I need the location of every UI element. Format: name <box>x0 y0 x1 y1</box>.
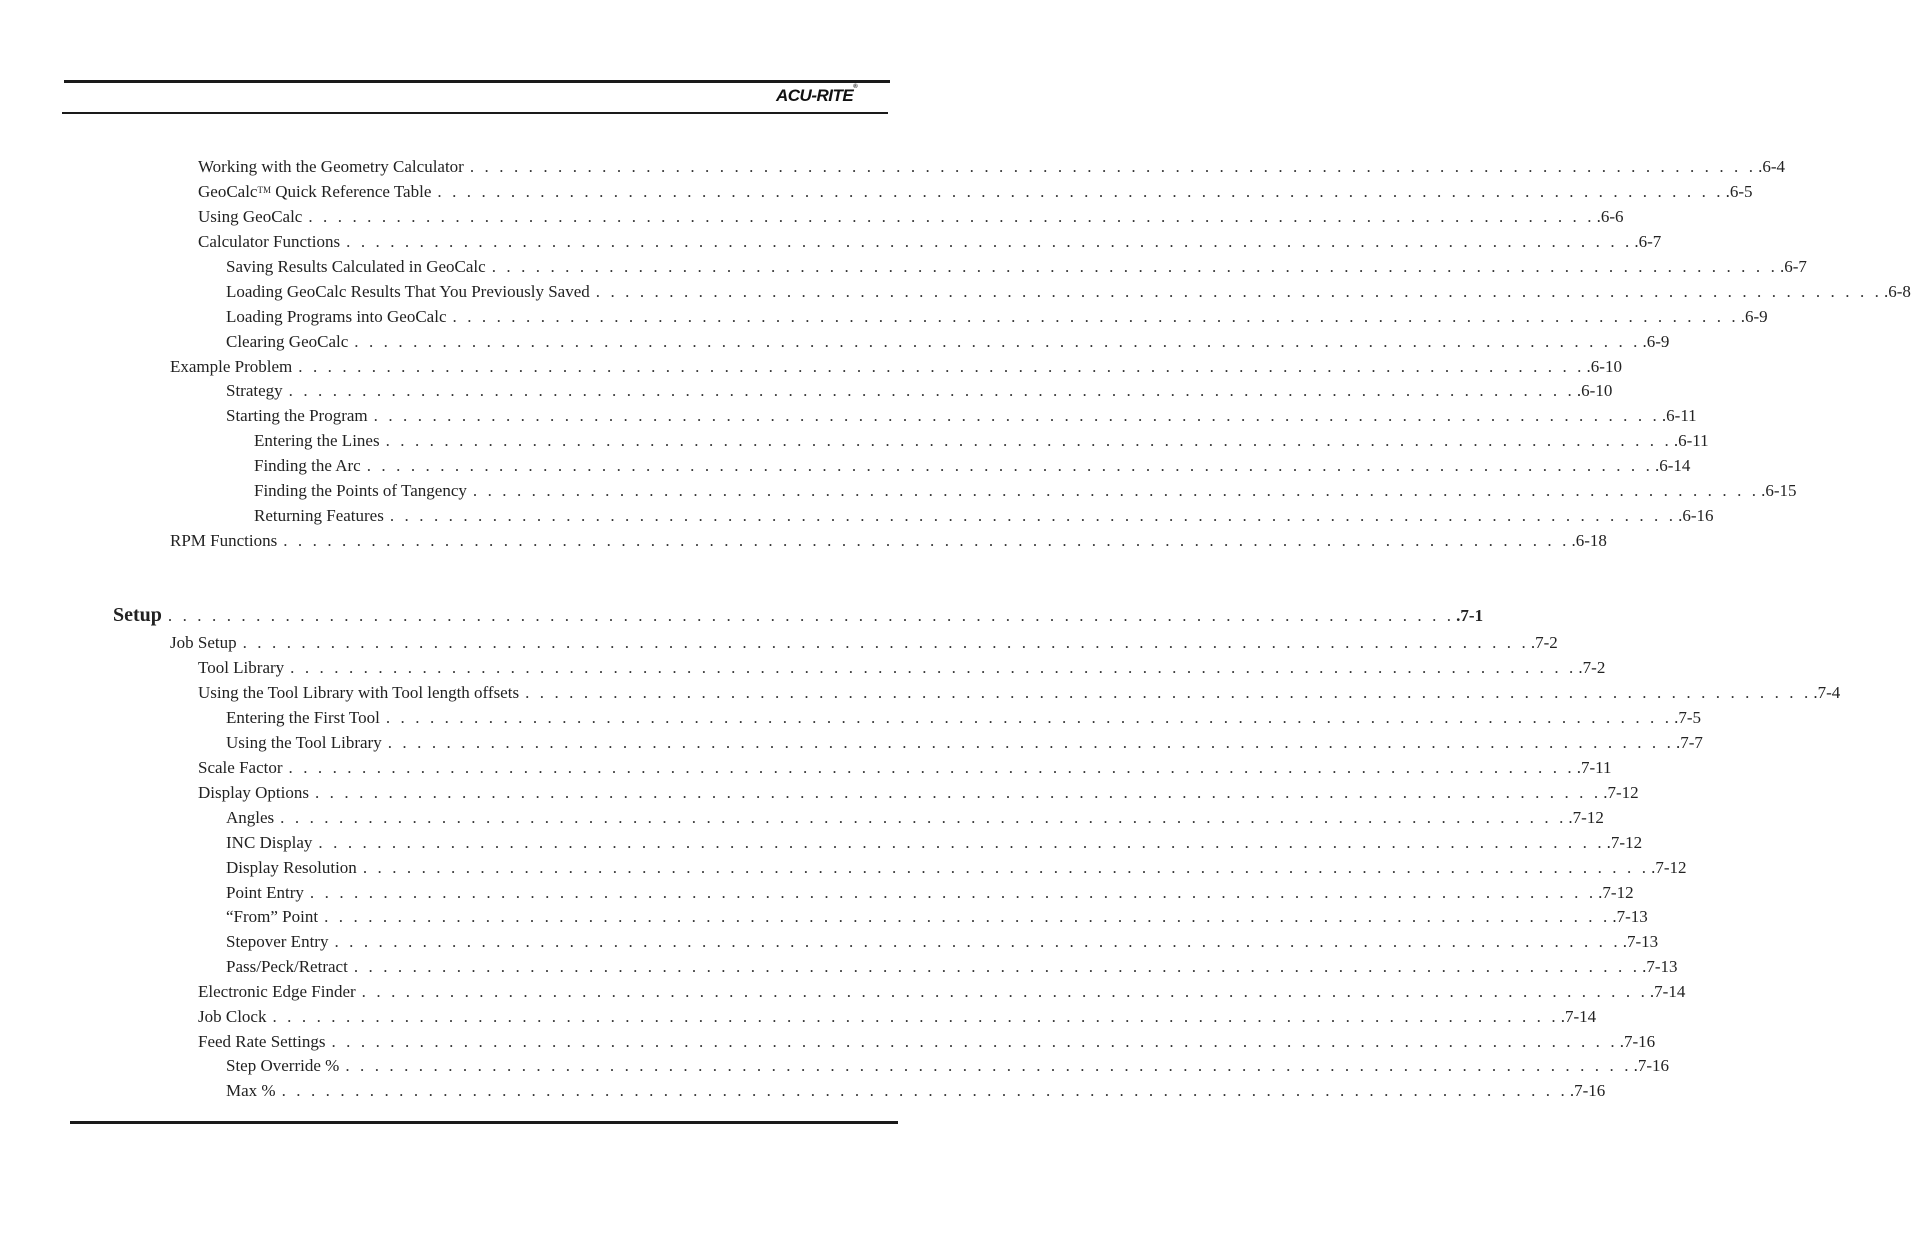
toc-entry-page: .6-16 <box>1678 506 1714 525</box>
toc-entry-title-text: Display Resolution <box>226 858 357 877</box>
dot-leader: . . . . . . . . . . . . . . . . . . . . . . . . . . . . . . . . . . . . . . . . . . . . . . . . . . . . . . . . . . . . . . . . . . . . . . . . . . . . . . . . . . . . . . . . <box>298 357 1585 376</box>
header-rule-thick <box>64 80 890 83</box>
toc-entry-title-text: Loading Programs into GeoCalc <box>226 307 447 326</box>
dot-leader: . . . . . . . . . . . . . . . . . . . . . . . . . . . . . . . . . . . . . . . . . . . . . . . . . . . . . . . . . . . . . . . . . . . . . . . . . . . . . . . . . . . . . . . . <box>324 907 1611 926</box>
toc-entry-title-text: Display Options <box>198 783 309 802</box>
dot-leader: . . . . . . . . . . . . . . . . . . . . . . . . . . . . . . . . . . . . . . . . . . . . . . . . . . . . . . . . . . . . . . . . . . . . . . . . . . . . . . . . . . . . . . . . <box>290 658 1577 677</box>
toc-entry[interactable] <box>198 1032 1656 1052</box>
dot-leader: . . . . . . . . . . . . . . . . . . . . . . . . . . . . . . . . . . . . . . . . . . . . . . . . . . . . . . . . . . . . . . . . . . . . . . . . . . . . . . . . . . . . . . . . <box>331 1032 1618 1051</box>
toc-entry-title-text: Using GeoCalc <box>198 207 303 226</box>
toc-entry-title <box>254 431 380 451</box>
dot-leader: . . . . . . . . . . . . . . . . . . . . . . . . . . . . . . . . . . . . . . . . . . . . . . . . . . . . . . . . . . . . . . . . . . . . . . . . . . . . . . . . . . . . . . . . <box>280 808 1567 827</box>
toc-entry-title-text: Step Override % <box>226 1056 340 1075</box>
toc-entry[interactable] <box>226 307 1768 327</box>
toc-entry-page: .7-13 <box>1622 932 1659 951</box>
toc-entry[interactable] <box>198 783 1639 803</box>
toc-entry[interactable] <box>254 506 1714 526</box>
toc-entry[interactable] <box>226 332 1670 352</box>
toc-entry-title-text: Using the Tool Library <box>226 733 382 752</box>
dot-leader: . . . . . . . . . . . . . . . . . . . . . . . . . . . . . . . . . . . . . . . . . . . . . . . . . . . . . . . . . . . . . . . . . . . . . . . . . . . . . . . . . . . . . . . . <box>491 257 1778 276</box>
toc-entry-page: .7-12 <box>1598 883 1634 902</box>
dot-leader: . . . . . . . . . . . . . . . . . . . . . . . . . . . . . . . . . . . . . . . . . . . . . . . . . . . . . . . . . . . . . . . . . . . . . . . . . . . . . . . . . . . . . . . . <box>272 1007 1559 1026</box>
toc-entry-page: .6-11 <box>1673 431 1709 450</box>
toc-entry-title <box>226 332 348 352</box>
toc-entry-title <box>226 733 382 753</box>
toc-entry[interactable] <box>170 633 1558 653</box>
toc-entry[interactable] <box>198 982 1686 1002</box>
toc-entry-title <box>198 157 464 177</box>
toc-entry-page: .6-4 <box>1758 157 1786 176</box>
toc-entry[interactable] <box>226 883 1634 903</box>
toc-entry-title <box>198 683 519 703</box>
toc-entry-title <box>226 406 368 426</box>
dot-leader: . . . . . . . . . . . . . . . . . . . . . . . . . . . . . . . . . . . . . . . . . . . . . . . . . . . . . . . . . . . . . . . . . . . . . . . . . . . . . . . . . . . . . . . . <box>288 381 1575 400</box>
toc-entry-title <box>198 1032 325 1052</box>
dot-leader: . . . . . . . . . . . . . . . . . . . . . . . . . . . . . . . . . . . . . . . . . . . . . . . . . . . . . . . . . . . . . . . . . . . . . . . . . . . . . . . . . . . . . . . . <box>167 606 1455 625</box>
toc-entry-title <box>170 633 237 653</box>
logo-text: ACU-RITE <box>776 86 854 105</box>
toc-entry-title <box>198 758 283 778</box>
toc-entry[interactable] <box>198 182 1753 202</box>
toc-entry-title-text: Entering the Lines <box>254 431 380 450</box>
toc-entry-title-text: Pass/Peck/Retract <box>226 957 348 976</box>
acu-rite-logo <box>776 86 857 106</box>
toc-entry-title-text: Stepover Entry <box>226 932 329 951</box>
toc-entry-title-text: Electronic Edge Finder <box>198 982 356 1001</box>
toc-entry-page: .7-14 <box>1649 982 1686 1001</box>
toc-entry[interactable] <box>226 708 1702 728</box>
toc-entry-title-text: Entering the First Tool <box>226 708 380 727</box>
toc-entry[interactable] <box>254 456 1691 476</box>
toc-entry-title <box>254 456 361 476</box>
toc-entry-title <box>226 883 304 903</box>
toc-entry-title <box>113 605 162 625</box>
toc-entry-title <box>170 531 277 551</box>
toc-entry[interactable] <box>226 1081 1606 1101</box>
dot-leader: . . . . . . . . . . . . . . . . . . . . . . . . . . . . . . . . . . . . . . . . . . . . . . . . . . . . . . . . . . . . . . . . . . . . . . . . . . . . . . . . . . . . . . . . <box>452 307 1739 326</box>
toc-entry-page: .7-16 <box>1569 1081 1606 1100</box>
dot-leader: . . . . . . . . . . . . . . . . . . . . . . . . . . . . . . . . . . . . . . . . . . . . . . . . . . . . . . . . . . . . . . . . . . . . . . . . . . . . . . . . . . . . . . . . <box>362 858 1650 877</box>
toc-entry[interactable] <box>226 257 1807 277</box>
toc-entry-page: .6-11 <box>1661 406 1697 425</box>
toc-entry[interactable] <box>198 232 1662 252</box>
toc-entry-title <box>198 182 431 202</box>
toc-entry-page: .6-18 <box>1571 531 1607 550</box>
toc-entry-title <box>198 658 284 678</box>
toc-entry-title <box>198 1007 266 1027</box>
dot-leader: . . . . . . . . . . . . . . . . . . . . . . . . . . . . . . . . . . . . . . . . . . . . . . . . . . . . . . . . . . . . . . . . . . . . . . . . . . . . . . . . . . . . . . . . <box>346 232 1633 251</box>
dot-leader: . . . . . . . . . . . . . . . . . . . . . . . . . . . . . . . . . . . . . . . . . . . . . . . . . . . . . . . . . . . . . . . . . . . . . . . . . . . . . . . . . . . . . . . . <box>525 683 1812 702</box>
footer-rule <box>70 1121 898 1124</box>
toc-entry-title-text: Point Entry <box>226 883 304 902</box>
toc-entry[interactable] <box>198 157 1786 177</box>
toc-entry-title <box>198 207 302 227</box>
dot-leader: . . . . . . . . . . . . . . . . . . . . . . . . . . . . . . . . . . . . . . . . . . . . . . . . . . . . . . . . . . . . . . . . . . . . . . . . . . . . . . . . . . . . . . . . <box>366 456 1653 475</box>
toc-entry[interactable] <box>254 431 1709 451</box>
dot-leader: . . . . . . . . . . . . . . . . . . . . . . . . . . . . . . . . . . . . . . . . . . . . . . . . . . . . . . . . . . . . . . . . . . . . . . . . . . . . . . . . . . . . . . . . <box>308 207 1595 226</box>
toc-entry-page: .7-1 <box>1456 606 1484 625</box>
dot-leader: . . . . . . . . . . . . . . . . . . . . . . . . . . . . . . . . . . . . . . . . . . . . . . . . . . . . . . . . . . . . . . . . . . . . . . . . . . . . . . . . . . . . . . . . <box>281 1081 1568 1100</box>
toc-entry-page: .7-11 <box>1576 758 1612 777</box>
toc-entry-page: .7-2 <box>1578 658 1606 677</box>
toc-entry-title <box>170 357 292 377</box>
dot-leader: . . . . . . . . . . . . . . . . . . . . . . . . . . . . . . . . . . . . . . . . . . . . . . . . . . . . . . . . . . . . . . . . . . . . . . . . . . . . . . . . . . . . . . . . <box>309 883 1597 902</box>
toc-entry-title <box>226 307 447 327</box>
toc-entry-title <box>226 1081 276 1101</box>
toc-entry[interactable] <box>198 683 1841 703</box>
toc-entry[interactable] <box>226 1056 1669 1076</box>
toc-entry-page: .6-7 <box>1634 232 1662 251</box>
dot-leader: . . . . . . . . . . . . . . . . . . . . . . . . . . . . . . . . . . . . . . . . . . . . . . . . . . . . . . . . . . . . . . . . . . . . . . . . . . . . . . . . . . . . . . . . <box>288 758 1575 777</box>
toc-entry-title <box>226 1056 339 1076</box>
toc-entry-page: .6-5 <box>1725 182 1753 201</box>
toc-entry-title-text: Calculator Functions <box>198 232 341 251</box>
toc-entry-page: .6-9 <box>1642 332 1670 351</box>
toc-entry-page: .7-2 <box>1530 633 1558 652</box>
toc-entry-page: .7-14 <box>1560 1007 1597 1026</box>
toc-entry-title <box>226 858 357 878</box>
toc-entry-title-text: Finding the Arc <box>254 456 361 475</box>
toc-entry-page: .7-7 <box>1675 733 1703 752</box>
toc-entry-title-text: Setup <box>113 604 162 626</box>
toc-entry-title <box>254 506 384 526</box>
toc-entry-title-text: Feed Rate Settings <box>198 1032 326 1051</box>
toc-entry-title <box>226 932 328 952</box>
toc-entry-page: .6-7 <box>1779 257 1807 276</box>
toc-entry-title-text: “From” Point <box>226 907 319 926</box>
dot-leader: . . . . . . . . . . . . . . . . . . . . . . . . . . . . . . . . . . . . . . . . . . . . . . . . . . . . . . . . . . . . . . . . . . . . . . . . . . . . . . . . . . . . . . . . <box>354 332 1641 351</box>
toc-section-entry[interactable] <box>113 604 1484 626</box>
dot-leader: . . . . . . . . . . . . . . . . . . . . . . . . . . . . . . . . . . . . . . . . . . . . . . . . . . . . . . . . . . . . . . . . . . . . . . . . . . . . . . . . . . . . . . . . <box>595 282 1882 301</box>
dot-leader: . . . . . . . . . . . . . . . . . . . . . . . . . . . . . . . . . . . . . . . . . . . . . . . . . . . . . . . . . . . . . . . . . . . . . . . . . . . . . . . . . . . . . . . . <box>389 506 1677 525</box>
toc-entry[interactable] <box>226 907 1648 927</box>
registered-mark: ® <box>853 84 858 90</box>
toc-entry-title-text: Working with the Geometry Calculator <box>198 157 464 176</box>
toc-entry-title-text: Job Clock <box>198 1007 267 1026</box>
toc-entry[interactable] <box>254 481 1797 501</box>
toc-entry-title-text: Loading GeoCalc Results That You Previously Saved <box>226 282 590 301</box>
toc-entry-title <box>226 957 348 977</box>
toc-entry-title <box>198 232 340 252</box>
toc-entry-title-text: Scale Factor <box>198 758 283 777</box>
toc-entry-title <box>226 708 380 728</box>
toc-entry-title-text: RPM Functions <box>170 531 278 550</box>
toc-entry-title-text: Example Problem <box>170 357 293 376</box>
toc-entry-title <box>226 257 486 277</box>
toc-entry-page: .7-16 <box>1633 1056 1669 1075</box>
toc-entry-title <box>226 381 283 401</box>
dot-leader: . . . . . . . . . . . . . . . . . . . . . . . . . . . . . . . . . . . . . . . . . . . . . . . . . . . . . . . . . . . . . . . . . . . . . . . . . . . . . . . . . . . . . . . . <box>361 982 1648 1001</box>
header-rule-thin <box>62 112 888 114</box>
dot-leader: . . . . . . . . . . . . . . . . . . . . . . . . . . . . . . . . . . . . . . . . . . . . . . . . . . . . . . . . . . . . . . . . . . . . . . . . . . . . . . . . . . . . . . . . <box>472 481 1760 500</box>
toc-entry-title-text: GeoCalc <box>198 182 258 201</box>
toc-entry-page: .7-13 <box>1612 907 1648 926</box>
toc-entry-page: .7-12 <box>1568 808 1604 827</box>
dot-leader: . . . . . . . . . . . . . . . . . . . . . . . . . . . . . . . . . . . . . . . . . . . . . . . . . . . . . . . . . . . . . . . . . . . . . . . . . . . . . . . . . . . . . . . . <box>385 708 1673 727</box>
toc-entry[interactable] <box>226 932 1659 952</box>
toc-entry-title-text: Max % <box>226 1081 276 1100</box>
toc-entry[interactable] <box>226 957 1678 977</box>
trademark-mark: TM <box>257 185 271 195</box>
toc-entry-page: .7-12 <box>1651 858 1687 877</box>
dot-leader: . . . . . . . . . . . . . . . . . . . . . . . . . . . . . . . . . . . . . . . . . . . . . . . . . . . . . . . . . . . . . . . . . . . . . . . . . . . . . . . . . . . . . . . . <box>318 833 1605 852</box>
toc-entry[interactable] <box>226 282 1911 302</box>
toc-entry-page: .7-12 <box>1606 833 1643 852</box>
dot-leader: . . . . . . . . . . . . . . . . . . . . . . . . . . . . . . . . . . . . . . . . . . . . . . . . . . . . . . . . . . . . . . . . . . . . . . . . . . . . . . . . . . . . . . . . <box>334 932 1621 951</box>
toc-entry-page: .6-10 <box>1576 381 1613 400</box>
toc-entry-title <box>226 907 318 927</box>
toc-entry[interactable] <box>198 207 1624 227</box>
dot-leader: . . . . . . . . . . . . . . . . . . . . . . . . . . . . . . . . . . . . . . . . . . . . . . . . . . . . . . . . . . . . . . . . . . . . . . . . . . . . . . . . . . . . . . . . <box>353 957 1641 976</box>
dot-leader: . . . . . . . . . . . . . . . . . . . . . . . . . . . . . . . . . . . . . . . . . . . . . . . . . . . . . . . . . . . . . . . . . . . . . . . . . . . . . . . . . . . . . . . . <box>242 633 1529 652</box>
toc-entry-title-text: Clearing GeoCalc <box>226 332 349 351</box>
toc-entry-title <box>226 282 590 302</box>
toc-entry-title-text: Starting the Program <box>226 406 368 425</box>
toc-entry[interactable] <box>226 808 1604 828</box>
dot-leader: . . . . . . . . . . . . . . . . . . . . . . . . . . . . . . . . . . . . . . . . . . . . . . . . . . . . . . . . . . . . . . . . . . . . . . . . . . . . . . . . . . . . . . . . <box>314 783 1602 802</box>
toc-entry[interactable] <box>226 858 1687 878</box>
dot-leader: . . . . . . . . . . . . . . . . . . . . . . . . . . . . . . . . . . . . . . . . . . . . . . . . . . . . . . . . . . . . . . . . . . . . . . . . . . . . . . . . . . . . . . . . <box>345 1056 1632 1075</box>
toc-entry-title <box>198 783 309 803</box>
toc-entry-title-text: Job Setup <box>170 633 237 652</box>
toc-entry-title <box>198 982 356 1002</box>
dot-leader: . . . . . . . . . . . . . . . . . . . . . . . . . . . . . . . . . . . . . . . . . . . . . . . . . . . . . . . . . . . . . . . . . . . . . . . . . . . . . . . . . . . . . . . . <box>437 182 1724 201</box>
toc-entry-title-text: Returning Features <box>254 506 384 525</box>
toc-entry[interactable] <box>170 531 1607 551</box>
toc-entry-page: .6-9 <box>1740 307 1768 326</box>
toc-entry-page: .7-4 <box>1813 683 1841 702</box>
toc-entry-title-text: Strategy <box>226 381 283 400</box>
toc-entry[interactable] <box>198 758 1612 778</box>
toc-entry-title-text: INC Display <box>226 833 313 852</box>
toc-entry-page: .6-14 <box>1654 456 1691 475</box>
toc-entry[interactable] <box>170 357 1622 377</box>
toc-entry-title-text: Saving Results Calculated in GeoCalc <box>226 257 486 276</box>
toc-entry[interactable] <box>226 381 1613 401</box>
toc-entry-title <box>254 481 467 501</box>
toc-entry[interactable] <box>198 658 1606 678</box>
toc-entry[interactable] <box>226 406 1697 426</box>
toc-entry-title-text: Finding the Points of Tangency <box>254 481 467 500</box>
toc-entry-title <box>226 833 312 853</box>
dot-leader: . . . . . . . . . . . . . . . . . . . . . . . . . . . . . . . . . . . . . . . . . . . . . . . . . . . . . . . . . . . . . . . . . . . . . . . . . . . . . . . . . . . . . . . . <box>373 406 1660 425</box>
toc-entry-page: .7-16 <box>1619 1032 1656 1051</box>
toc-entry-page: .6-8 <box>1884 282 1911 301</box>
dot-leader: . . . . . . . . . . . . . . . . . . . . . . . . . . . . . . . . . . . . . . . . . . . . . . . . . . . . . . . . . . . . . . . . . . . . . . . . . . . . . . . . . . . . . . . . <box>385 431 1672 450</box>
toc-entry[interactable] <box>226 733 1703 753</box>
toc-entry-title-text: Angles <box>226 808 275 827</box>
toc-entry[interactable] <box>198 1007 1597 1027</box>
toc-entry-title <box>226 808 274 828</box>
dot-leader: . . . . . . . . . . . . . . . . . . . . . . . . . . . . . . . . . . . . . . . . . . . . . . . . . . . . . . . . . . . . . . . . . . . . . . . . . . . . . . . . . . . . . . . . <box>469 157 1757 176</box>
toc-entry[interactable] <box>226 833 1643 853</box>
toc-entry-page: .7-5 <box>1674 708 1702 727</box>
dot-leader: . . . . . . . . . . . . . . . . . . . . . . . . . . . . . . . . . . . . . . . . . . . . . . . . . . . . . . . . . . . . . . . . . . . . . . . . . . . . . . . . . . . . . . . . <box>283 531 1570 550</box>
dot-leader: . . . . . . . . . . . . . . . . . . . . . . . . . . . . . . . . . . . . . . . . . . . . . . . . . . . . . . . . . . . . . . . . . . . . . . . . . . . . . . . . . . . . . . . . <box>387 733 1674 752</box>
toc-entry-title-text: Using the Tool Library with Tool length offsets <box>198 683 520 702</box>
toc-entry-page: .6-10 <box>1586 357 1622 376</box>
toc-entry-page: .6-6 <box>1596 207 1624 226</box>
toc-entry-page: .7-12 <box>1603 783 1639 802</box>
toc-entry-page: .6-15 <box>1761 481 1797 500</box>
toc-entry-page: .7-13 <box>1642 957 1678 976</box>
toc-entry-title-text: Tool Library <box>198 658 285 677</box>
toc-entry-title-suffix: Quick Reference Table <box>270 182 432 201</box>
